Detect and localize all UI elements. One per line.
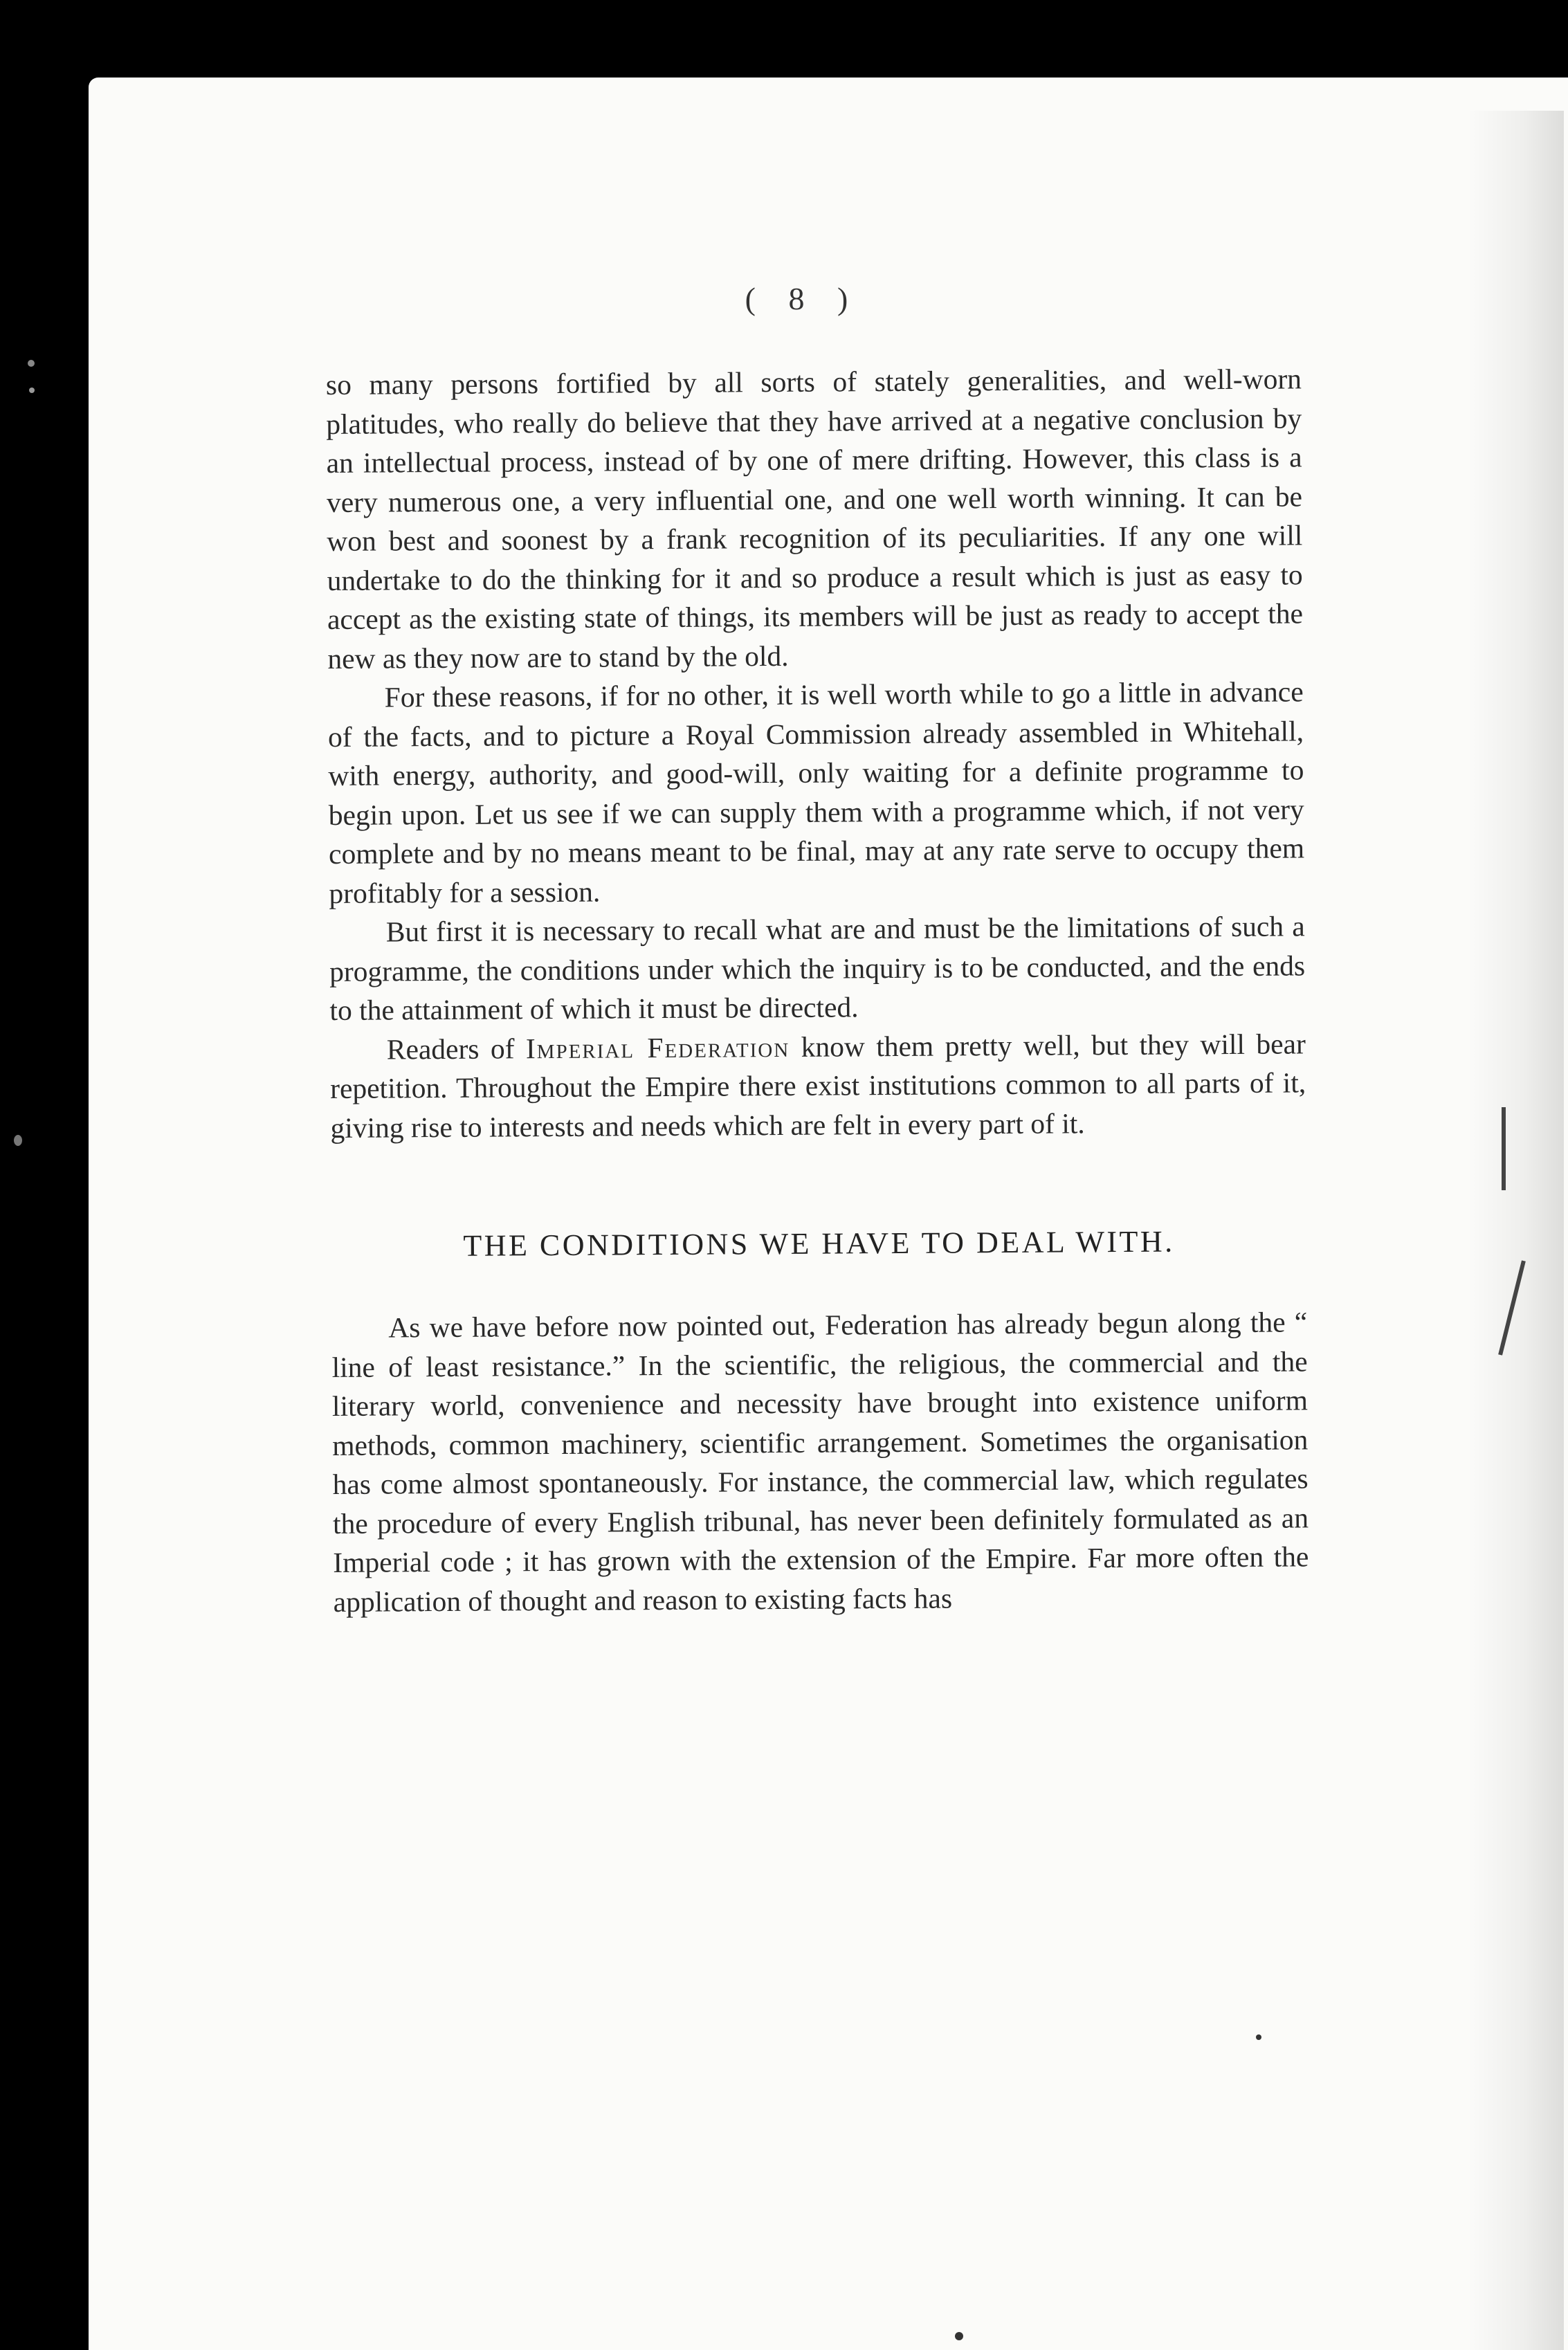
paragraph: But first it is necessary to recall what are and must be the limitations of such a programme, the conditions under which the inquiry is to be conducted, and the ends to the attainment of which it must be directed. xyxy=(329,910,1306,1026)
scan-speck xyxy=(29,388,35,393)
paragraph xyxy=(330,1024,1306,1147)
paragraph: As we have before now pointed out, Federation has already begun along the “ line of least resistance.” In the scientific, the religious, the commercial and the literary world, convenience and necessity have brought into existence uniform methods, common machinery, scientific arrangement. Sometimes the organisation has come almost spontaneously. For instance, the commercial law, which regulates the procedure of every English tribunal, has never been definitely formulated as an Imperial code ; it has grown with the extension of the Empire. Far more often the application of thought and reason to existing facts has xyxy=(331,1306,1309,1618)
section-heading: THE CONDITIONS WE HAVE TO DEAL WITH. xyxy=(463,1224,1175,1263)
page-number: ( 8 ) xyxy=(745,281,861,316)
body-text xyxy=(325,271,1309,1621)
scan-speck xyxy=(28,360,35,367)
scan-edge-mark xyxy=(1502,1107,1506,1190)
scan-speck xyxy=(955,2332,963,2340)
scan-speck xyxy=(14,1135,22,1146)
page-gutter-shadow xyxy=(1467,111,1564,2350)
scan-speck xyxy=(1256,2034,1261,2040)
paragraph: For these reasons, if for no other, it is well worth while to go a little in advance of the facts, and to picture a Royal Commission already assembled in Whitehall, with energy, authority, and good-will, only waiting for a definite programme to begin upon. Let us see if we can supply them with a programme which, if not very complete and by no means meant to be final, may at any rate serve to occupy them profitably for a session. xyxy=(327,675,1305,909)
paragraph-text: Readers of xyxy=(386,1032,527,1065)
paragraph: so many persons fortified by all sorts of stately generalities, and well-worn platitudes, who really do believe that they have arrived at a negative conclusion by an intellectual process, instead of by one of mere drifting. However, this class is a very numerous one, a very influential one, and one well worth winning. It can be won best and soonest by a frank recognition of its peculiarities. If any one will undertake to do the thinking for it and so produce a result which is just as easy to accept as the existing state of things, its members will be just as ready to accept the new as they now are to stand by the old. xyxy=(325,363,1304,675)
publication-title: Imperial Federation xyxy=(525,1030,790,1064)
paragraph-text: know them pretty well, but they will bear repetition. Throughout the Empire there exist institutions common to all parts of it, giving rise to interests and needs which are felt in every part of it. xyxy=(330,1027,1306,1144)
